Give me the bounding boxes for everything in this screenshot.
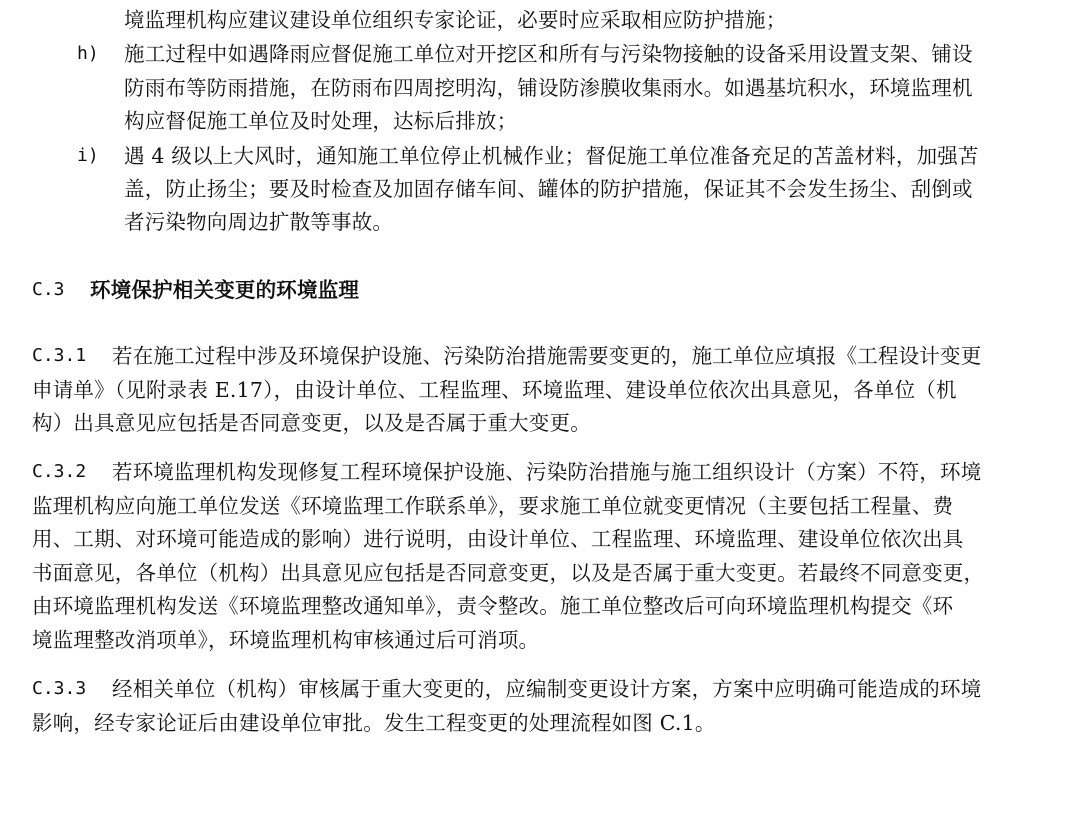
clause-line: 用、工期、对环境可能造成的影响）进行说明，由设计单位、工程监理、环境监理、建设单位依次出具 [32,527,964,551]
section-number: C.3 [32,279,65,300]
list-continuation-line: 境监理机构应建议建设单位组织专家论证，必要时应采取相应防护措施； [124,8,787,32]
list-marker-h: h) [77,43,99,64]
clause-line: 申请单》（见附录表 E.17），由设计单位、工程监理、环境监理、建设单位依次出具意见，各单位（机 [32,378,957,402]
clause-line: 境监理整改消项单》，环境监理机构审核通过后可消项。 [32,628,540,652]
clause-number: C.3.2 [32,461,87,482]
clause-number: C.3.1 [32,345,87,366]
clause-line: 由环境监理机构发送《环境监理整改通知单》，责令整改。施工单位整改后可向环境监理机构提交《环 [32,594,954,618]
list-item-h-line: 施工过程中如遇降雨应督促施工单位对开挖区和所有与污染物接触的设备采用设置支架、铺设 [124,42,973,66]
list-item-h-line: 构应督促施工单位及时处理，达标后排放； [124,109,518,133]
clause-line: 书面意见，各单位（机构）出具意见应包括是否同意变更，以及是否属于重大变更。若最终不同意变更， [32,561,985,585]
clause-number: C.3.3 [32,678,87,699]
list-item-i-line: 遇 4 级以上大风时，通知施工单位停止机械作业；督促施工单位准备充足的苫盖材料，加强苫 [124,144,979,168]
list-item-i-line: 者污染物向周边扩散等事故。 [124,210,394,234]
clause-line: 构）出具意见应包括是否同意变更，以及是否属于重大变更。 [32,411,591,435]
clause-line: 监理机构应向施工单位发送《环境监理工作联系单》，要求施工单位就变更情况（主要包括工程量、费 [32,494,954,518]
list-marker-i: i) [77,145,99,166]
section-title: 环境保护相关变更的环境监理 [90,278,360,302]
clause-line: 经相关单位（机构）审核属于重大变更的，应编制变更设计方案，方案中应明确可能造成的环境 [112,677,982,701]
clause-line: 影响，经专家论证后由建设单位审批。发生工程变更的处理流程如图 C.1。 [32,711,716,735]
clause-line: 若环境监理机构发现修复工程环境保护设施、污染防治措施与施工组织设计（方案）不符，环境 [112,460,982,484]
list-item-h-line: 防雨布等防雨措施，在防雨布四周挖明沟，铺设防渗膜收集雨水。如遇基坑积水，环境监理机 [124,76,973,100]
list-item-i-line: 盖，防止扬尘；要及时检查及加固存储车间、罐体的防护措施，保证其不会发生扬尘、刮倒或 [124,177,973,201]
clause-line: 若在施工过程中涉及环境保护设施、污染防治措施需要变更的，施工单位应填报《工程设计变更 [112,344,982,368]
